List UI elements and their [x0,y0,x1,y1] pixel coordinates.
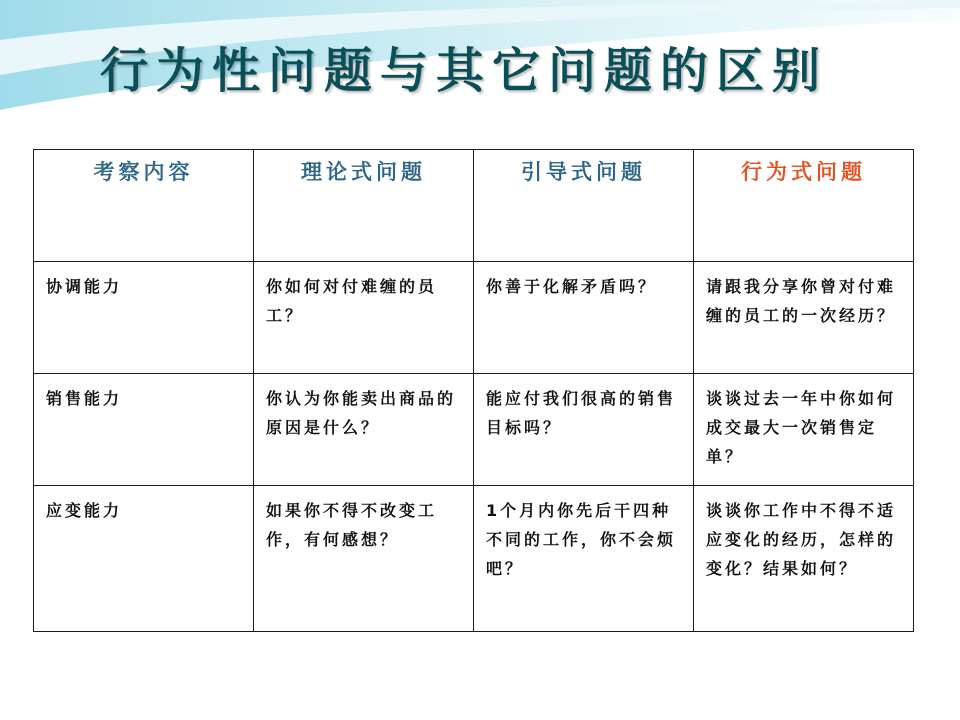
table-cell: 谈谈你工作中不得不适应变化的经历，怎样的变化？结果如何？ [694,486,914,632]
table-cell: 销售能力 [34,374,254,486]
table-header-row [34,150,914,262]
table-cell: 如果你不得不改变工作，有何感想？ [254,486,474,632]
table-cell: 能应付我们很高的销售目标吗？ [474,374,694,486]
slide-title: 行为性问题与其它问题的区别 [100,43,829,99]
table-row [34,374,914,486]
table-cell: 你认为你能卖出商品的原因是什么？ [254,374,474,486]
header-theoretical: 理论式问题 [254,150,474,262]
table-cell: 应变能力 [34,486,254,632]
comparison-table [33,149,914,632]
table-row [34,262,914,374]
header-content: 考察内容 [34,150,254,262]
table-cell: 请跟我分享你曾对付难缠的员工的一次经历？ [694,262,914,374]
table-cell: 谈谈过去一年中你如何成交最大一次销售定单？ [694,374,914,486]
header-behavioral: 行为式问题 [694,150,914,262]
header-leading: 引导式问题 [474,150,694,262]
table-cell: 1个月内你先后干四种不同的工作，你不会烦吧？ [474,486,694,632]
table-row [34,486,914,632]
table-cell: 你善于化解矛盾吗？ [474,262,694,374]
table-cell: 你如何对付难缠的员工？ [254,262,474,374]
table-cell: 协调能力 [34,262,254,374]
